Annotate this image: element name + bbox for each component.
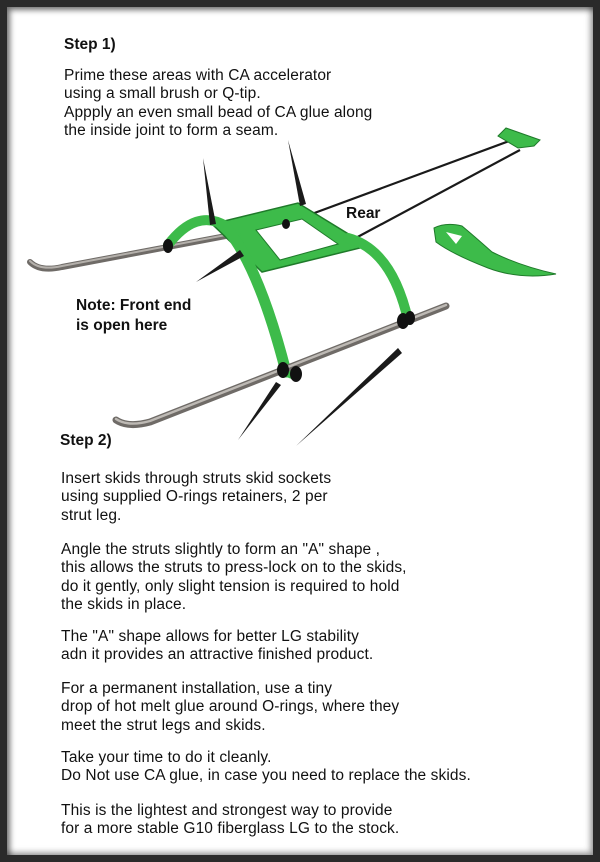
tail-fin <box>498 128 540 148</box>
text-line: Do Not use CA glue, in case you need to replace the skids. <box>61 767 471 785</box>
note-line: Note: Front end <box>76 297 192 314</box>
o-ring <box>277 362 289 378</box>
text-line: this allows the struts to press-lock on to the skids, <box>61 559 407 577</box>
pointer-step1-left <box>203 158 216 225</box>
text-line: Take your time to do it cleanly. <box>61 749 272 766</box>
o-ring <box>290 366 302 382</box>
step1-heading: Step 1) <box>64 36 116 53</box>
text-line: for a more stable G10 fiberglass LG to the stock. <box>61 820 400 838</box>
o-ring <box>163 239 173 253</box>
step2-paragraph <box>61 470 331 525</box>
front-end-note <box>76 296 191 335</box>
o-ring <box>282 219 290 229</box>
step1-line: Appply an even small bead of CA glue along <box>64 103 373 121</box>
text-line: For a permanent installation, use a tiny <box>61 680 333 697</box>
pointer-step1-right <box>288 140 306 206</box>
step1-line: using a small brush or Q-tip. <box>64 85 261 103</box>
text-line: drop of hot melt glue around O-rings, where they <box>61 698 400 716</box>
step2-paragraph <box>61 749 471 786</box>
boom-wire-lower <box>352 150 520 240</box>
step2-paragraph <box>61 680 399 735</box>
step2-paragraph <box>61 541 407 614</box>
text-line: using supplied O-rings retainers, 2 per <box>61 488 328 506</box>
step2-paragraph <box>61 802 399 839</box>
boom-wire-upper <box>290 140 512 222</box>
pointer-front-open <box>196 250 244 282</box>
text-line: The "A" shape allows for better LG stability <box>61 628 359 645</box>
text-line: This is the lightest and strongest way to provide <box>61 802 393 819</box>
text-line: adn it provides an attractive finished product. <box>61 646 374 664</box>
text-line: Insert skids through struts skid sockets <box>61 470 332 487</box>
step2-heading: Step 2) <box>60 432 112 449</box>
text-line: meet the strut legs and skids. <box>61 716 266 734</box>
strut-leg-rear-right <box>348 238 408 320</box>
text-line: Angle the struts slightly to form an "A" shape , <box>61 541 381 558</box>
text-line: do it gently, only slight tension is required to hold <box>61 577 400 595</box>
pointer-oring-left <box>238 382 281 440</box>
tail-piece <box>434 224 556 276</box>
pointer-oring-right <box>296 348 402 446</box>
step1-line: Prime these areas with CA accelerator <box>64 67 332 84</box>
note-line: is open here <box>76 316 168 334</box>
text-line: strut leg. <box>61 506 122 524</box>
text-line: the skids in place. <box>61 595 187 613</box>
o-ring <box>405 311 415 325</box>
step1-line: the inside joint to form a seam. <box>64 121 279 139</box>
rear-label: Rear <box>346 205 381 222</box>
step2-paragraph <box>61 628 373 665</box>
